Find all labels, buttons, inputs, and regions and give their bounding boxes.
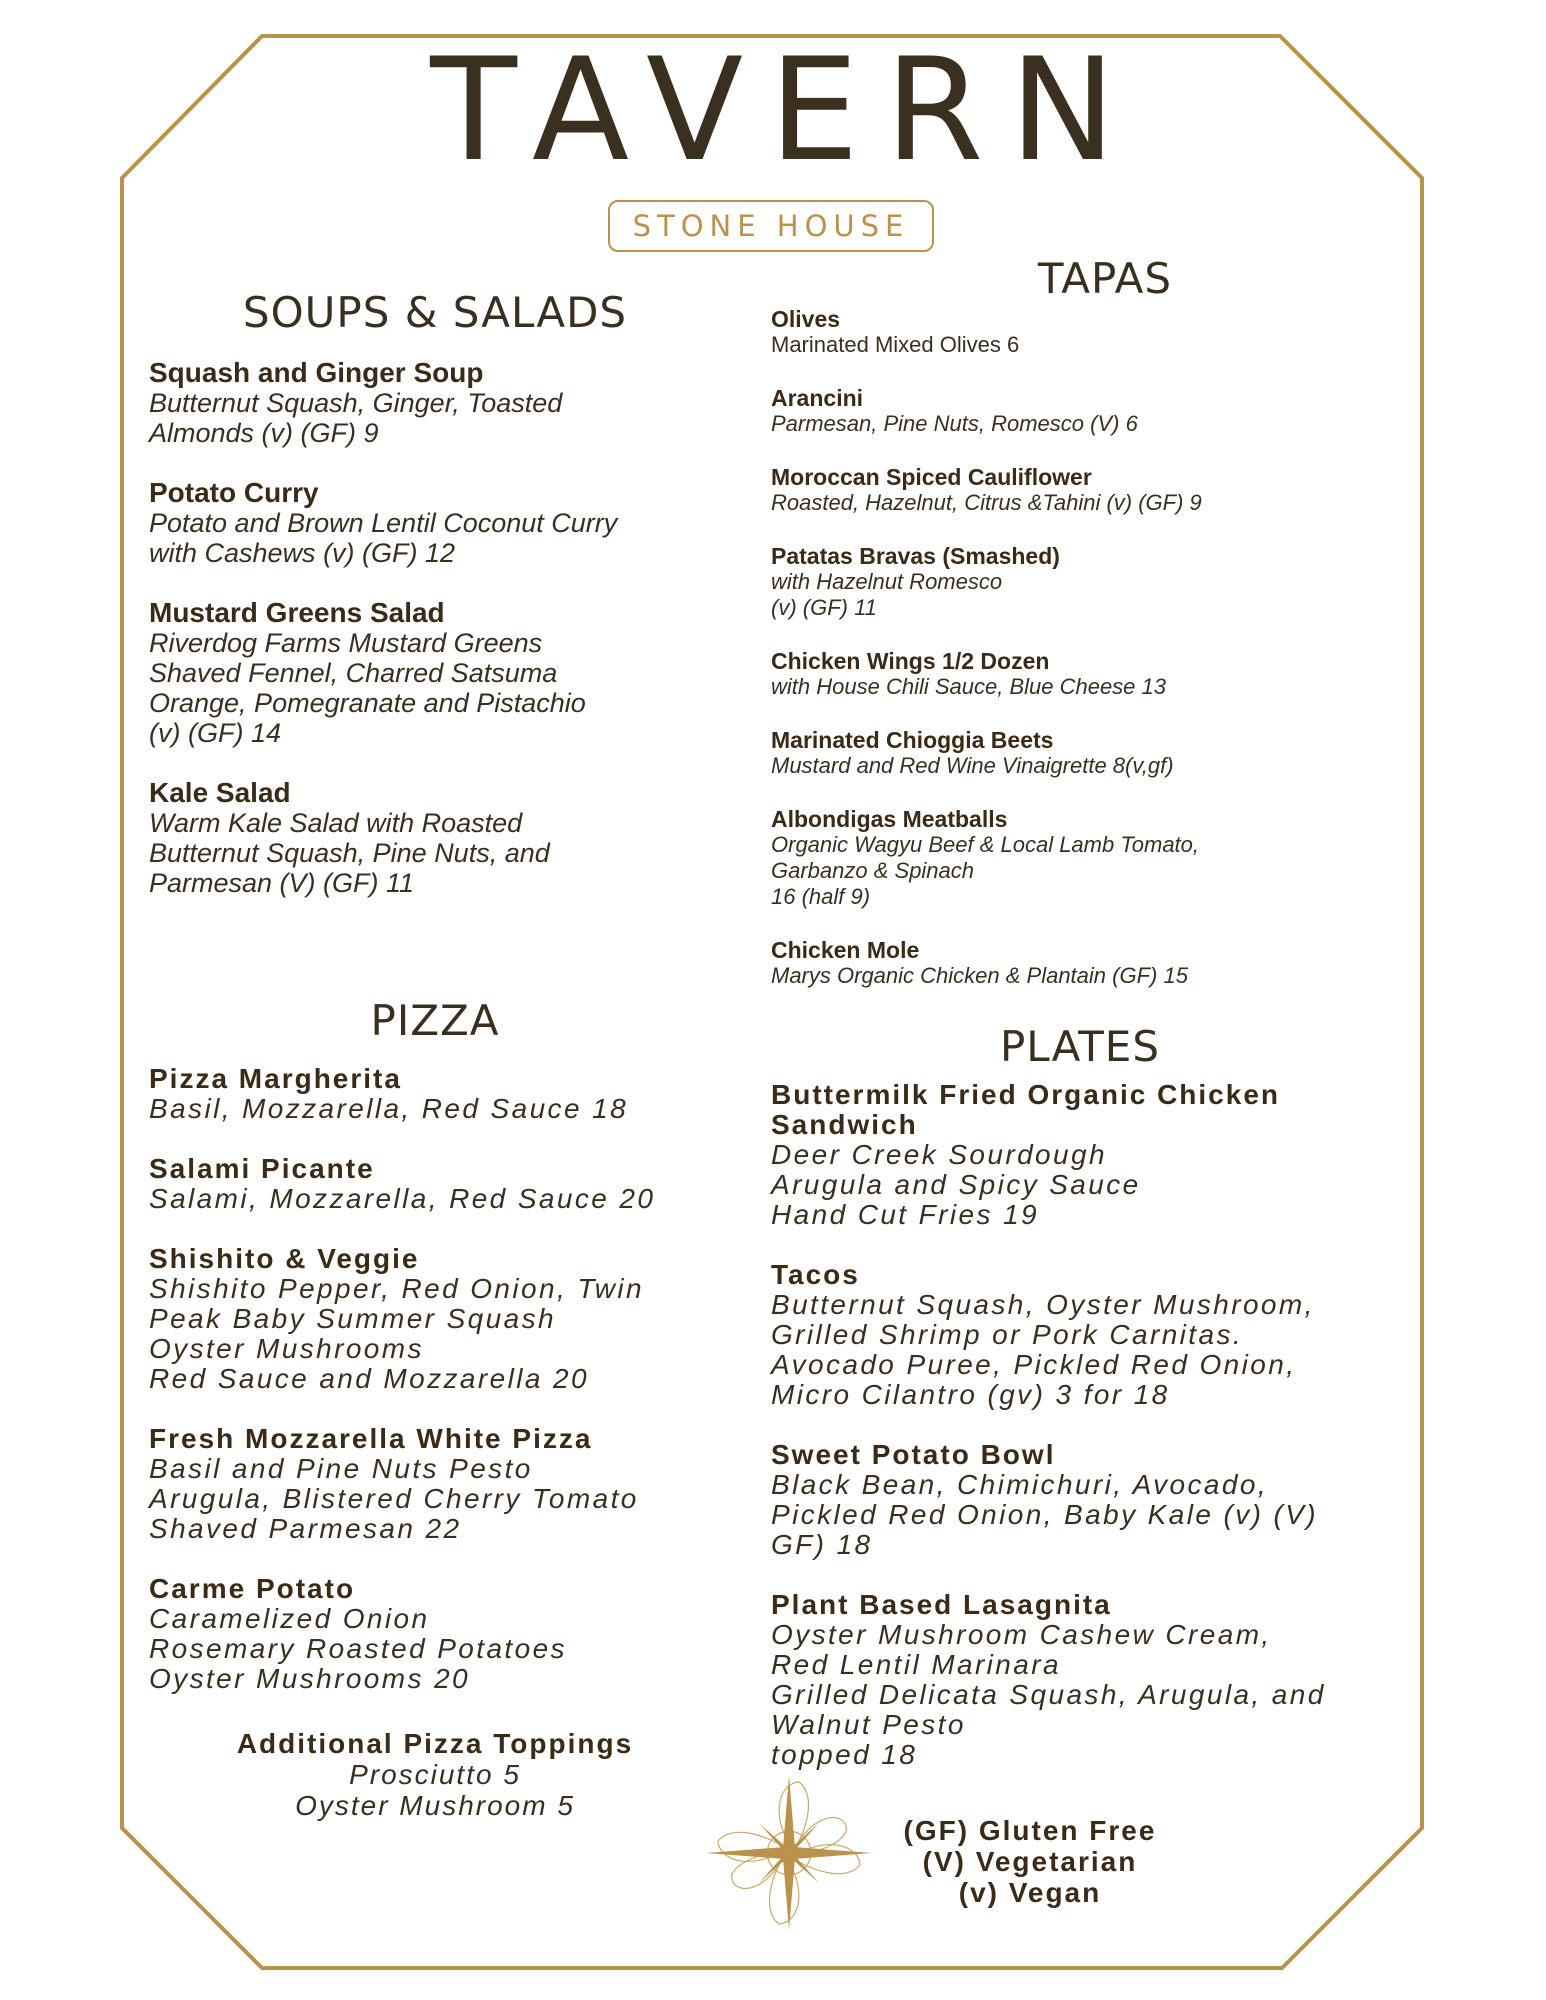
item-description: Marinated Mixed Olives 6: [771, 332, 1020, 357]
item-description: Riverdog Farms Mustard Greens Shaved Fennel, Charred Satsuma Orange, Pomegranate and Pistachio (v) (GF) 14: [149, 628, 586, 748]
item-name: Kale Salad: [149, 777, 291, 808]
menu-item: [149, 1064, 749, 1124]
menu-item: [771, 727, 1371, 779]
item-name: Arancini: [771, 385, 864, 411]
item-name: Tacos: [771, 1259, 860, 1290]
dietary-legend: [880, 1815, 1180, 1908]
item-name: Chicken Wings 1/2 Dozen: [771, 648, 1050, 674]
item-name: Sweet Potato Bowl: [771, 1439, 1056, 1470]
section-heading-soups-salads: SOUPS & SALADS: [242, 288, 628, 337]
item-name: Pizza Margherita: [149, 1063, 402, 1094]
item-name: Fresh Mozzarella White Pizza: [149, 1423, 593, 1454]
menu-item: [771, 1260, 1411, 1410]
toppings-title: Additional Pizza Toppings: [236, 1728, 634, 1759]
topping-item: Prosciutto 5: [349, 1759, 521, 1790]
menu-item: [149, 478, 729, 568]
item-description: Deer Creek Sourdough Arugula and Spicy Sauce Hand Cut Fries 19: [771, 1139, 1141, 1230]
item-description: Warm Kale Salad with Roasted Butternut Squash, Pine Nuts, and Parmesan (V) (GF) 11: [149, 808, 550, 898]
item-description: Basil and Pine Nuts Pesto Arugula, Blistered Cherry Tomato Shaved Parmesan 22: [149, 1453, 639, 1544]
section-heading-tapas: TAPAS: [1037, 254, 1173, 303]
menu-item: [771, 1080, 1411, 1230]
menu-item: [771, 1590, 1411, 1770]
item-name: Squash and Ginger Soup: [149, 357, 484, 388]
pizza-toppings: [150, 1728, 720, 1821]
section-heading-plates: PLATES: [999, 1022, 1160, 1071]
menu-item: [149, 598, 729, 748]
menu-item: [149, 358, 729, 448]
plates-list: [771, 1080, 1411, 1800]
item-description: Marys Organic Chicken & Plantain (GF) 15: [771, 963, 1188, 988]
restaurant-subtitle: STONE HOUSE: [608, 200, 934, 252]
item-description: Butternut Squash, Oyster Mushroom, Grilled Shrimp or Pork Carnitas. Avocado Puree, Pickled Red Onion, Micro Cilantro (gv) 3 for 18: [771, 1289, 1315, 1410]
item-name: Chicken Mole: [771, 937, 920, 963]
menu-item: [149, 1154, 749, 1214]
pizza-list: [149, 1064, 749, 1724]
item-description: Butternut Squash, Ginger, Toasted Almonds (v) (GF) 9: [149, 388, 563, 448]
menu-item: [771, 543, 1371, 621]
item-description: with House Chili Sauce, Blue Cheese 13: [771, 674, 1167, 699]
menu-item: [149, 778, 729, 898]
item-name: Mustard Greens Salad: [149, 597, 445, 628]
menu-item: [149, 1424, 749, 1544]
item-description: Shishito Pepper, Red Onion, Twin Peak Baby Summer Squash Oyster Mushrooms Red Sauce and Mozzarella 20: [149, 1273, 644, 1394]
restaurant-title: TAVERN: [430, 28, 1142, 193]
item-name: Marinated Chioggia Beets: [771, 727, 1054, 753]
item-description: Roasted, Hazelnut, Citrus &Tahini (v) (GF) 9: [771, 490, 1202, 515]
item-description: with Hazelnut Romesco (v) (GF) 11: [771, 569, 1003, 620]
legend-line: (V) Vegetarian: [922, 1846, 1138, 1877]
item-description: Caramelized Onion Rosemary Roasted Potatoes Oyster Mushrooms 20: [149, 1603, 567, 1694]
section-heading-pizza: PIZZA: [370, 996, 500, 1045]
item-name: Plant Based Lasagnita: [771, 1589, 1112, 1620]
legend-line: (v) Vegan: [958, 1877, 1102, 1908]
item-name: Moroccan Spiced Cauliflower: [771, 464, 1092, 490]
topping-item: Oyster Mushroom 5: [295, 1790, 575, 1821]
item-name: Albondigas Meatballs: [771, 806, 1008, 832]
menu-item: [771, 464, 1371, 516]
compass-star-icon: [700, 1772, 878, 1934]
item-name: Carme Potato: [149, 1573, 356, 1604]
item-description: Parmesan, Pine Nuts, Romesco (V) 6: [771, 411, 1138, 436]
item-name: Olives: [771, 306, 841, 332]
item-description: Salami, Mozzarella, Red Sauce 20: [149, 1183, 656, 1214]
menu-item: [771, 648, 1371, 700]
item-description: Organic Wagyu Beef & Local Lamb Tomato, Garbanzo & Spinach 16 (half 9): [771, 832, 1200, 909]
item-name: Salami Picante: [149, 1153, 375, 1184]
item-name: Potato Curry: [149, 477, 319, 508]
item-description: Basil, Mozzarella, Red Sauce 18: [149, 1093, 629, 1124]
item-description: Oyster Mushroom Cashew Cream, Red Lentil Marinara Grilled Delicata Squash, Arugula, and Walnut Pesto topped 18: [771, 1619, 1326, 1770]
item-name: Patatas Bravas (Smashed): [771, 543, 1060, 569]
soups-salads-list: [149, 358, 729, 928]
tapas-list: [771, 306, 1371, 1016]
menu-item: [771, 937, 1371, 989]
item-name: Shishito & Veggie: [149, 1243, 420, 1274]
menu-item: [771, 306, 1371, 358]
menu-item: [771, 385, 1371, 437]
item-description: Black Bean, Chimichuri, Avocado, Pickled Red Onion, Baby Kale (v) (V) GF) 18: [771, 1469, 1319, 1560]
menu-item: [149, 1574, 749, 1694]
menu-item: [149, 1244, 749, 1394]
menu-item: [771, 1440, 1411, 1560]
menu-item: [771, 806, 1371, 910]
legend-line: (GF) Gluten Free: [903, 1815, 1157, 1846]
item-description: Potato and Brown Lentil Coconut Curry with Cashews (v) (GF) 12: [149, 508, 618, 568]
item-description: Mustard and Red Wine Vinaigrette 8(v,gf): [771, 753, 1174, 778]
item-name: Buttermilk Fried Organic Chicken Sandwich: [771, 1079, 1280, 1140]
